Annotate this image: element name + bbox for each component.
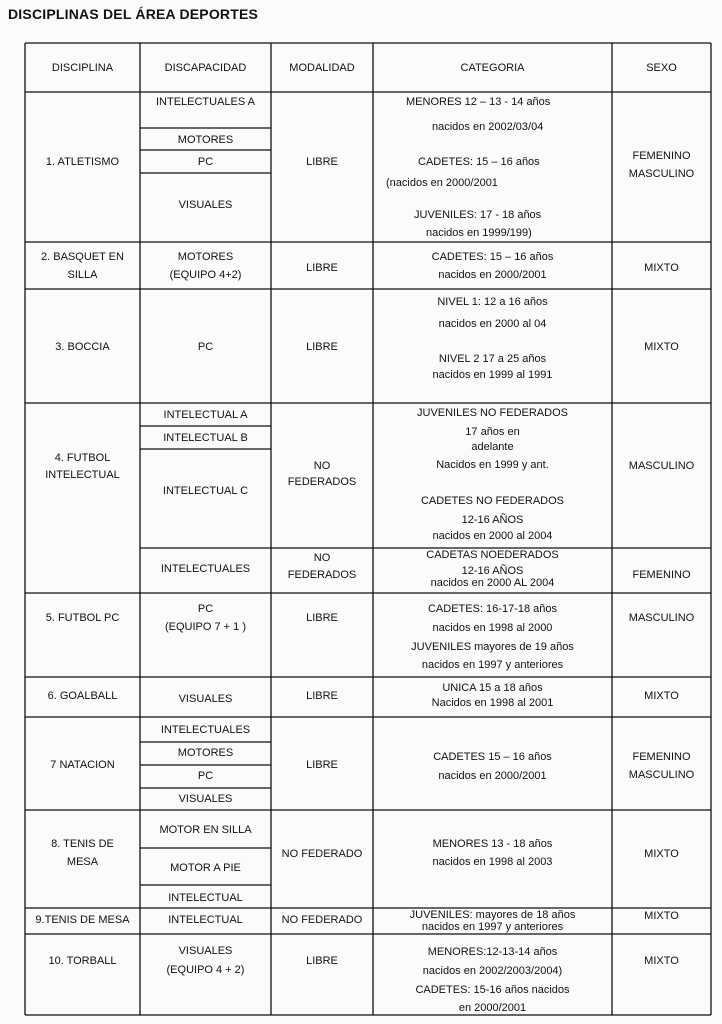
discipline-name: INTELECTUAL	[45, 469, 120, 481]
category-line: Nacidos en 1999 y ant.	[436, 459, 549, 471]
disability-cell: INTELECTUAL	[168, 892, 243, 904]
disability-cell: MOTORES	[177, 747, 234, 759]
discipline-name: 5. FUTBOL PC	[45, 612, 120, 624]
header-disciplina: DISCIPLINA	[51, 62, 114, 74]
disability-cell: PC	[197, 770, 214, 782]
category-line: nacidos en 2000 al 2004	[432, 530, 553, 542]
sex-cell: FEMENINO	[632, 150, 691, 162]
category-line: 12-16 AÑOS	[461, 565, 524, 577]
sex-cell: FEMENINO	[632, 751, 691, 763]
modality-cell: LIBRE	[306, 955, 338, 967]
category-line: nacidos en 2000/2001	[438, 770, 547, 782]
sex-cell: MASCULINO	[628, 460, 695, 472]
disability-cell: INTELECTUAL A	[163, 409, 248, 421]
category-line: nacidos en 1997 y anteriores	[421, 921, 564, 933]
sex-cell: MASCULINO	[628, 168, 695, 180]
modality-cell: FEDERADOS	[287, 569, 357, 581]
disability-cell: MOTOR EN SILLA	[159, 824, 252, 836]
category-line: CADETAS NOEDERADOS	[426, 549, 559, 561]
category-line: JUVENILES: 17 - 18 años	[414, 209, 542, 221]
category-line: NIVEL 2 17 a 25 años	[438, 353, 547, 365]
category-line: nacidos en 1999/199)	[426, 227, 532, 239]
category-line: CADETES: 15 – 16 años	[431, 251, 554, 263]
category-line: MENORES:12-13-14 años	[427, 946, 558, 958]
category-line: (nacidos en 2000/2001	[386, 177, 498, 189]
category-line: nacidos en 1999 al 1991	[432, 369, 553, 381]
category-line: MENORES 13 - 18 años	[432, 838, 553, 850]
header-discapacidad: DISCAPACIDAD	[164, 62, 247, 74]
disability-cell: MOTORES	[177, 134, 234, 146]
modality-cell: NO FEDERADO	[281, 914, 363, 926]
discipline-name: SILLA	[67, 269, 98, 281]
category-line: en 2000/2001	[458, 1002, 527, 1014]
modality-cell: LIBRE	[306, 341, 338, 353]
modality-cell: LIBRE	[306, 156, 338, 168]
disability-cell: (EQUIPO 4 + 2)	[166, 964, 245, 976]
discipline-name: 8. TENIS DE	[51, 838, 114, 850]
disability-cell: INTELECTUALES	[160, 563, 251, 575]
category-line: nacidos en 1998 al 2003	[432, 856, 553, 868]
category-line: Nacidos en 1998 al 2001	[431, 697, 554, 709]
sex-cell: MIXTO	[644, 955, 679, 967]
category-line: NIVEL 1: 12 a 16 años	[437, 296, 548, 308]
disability-cell: PC	[197, 341, 214, 353]
page-title: DISCIPLINAS DEL ÁREA DEPORTES	[8, 6, 259, 22]
disability-cell: VISUALES	[178, 199, 233, 211]
disability-cell: VISUALES	[178, 693, 233, 705]
modality-cell: NO	[313, 460, 331, 472]
category-line: nacidos en 1998 al 2000	[432, 622, 553, 634]
modality-cell: FEDERADOS	[287, 476, 357, 488]
category-line: CADETES 15 – 16 años	[433, 751, 552, 763]
header-categoria: CATEGORIA	[460, 62, 525, 74]
modality-cell: LIBRE	[306, 612, 338, 624]
discipline-name: MESA	[66, 856, 99, 868]
modality-cell: LIBRE	[306, 759, 338, 771]
category-line: JUVENILES: mayores de 18 años	[409, 909, 576, 921]
disability-cell: PC	[197, 603, 214, 615]
disability-cell: VISUALES	[178, 945, 233, 957]
modality-cell: NO	[313, 552, 331, 564]
category-line: 12-16 AÑOS	[461, 514, 524, 526]
discipline-name: 3. BOCCIA	[55, 341, 110, 353]
category-line: CADETES: 15-16 años nacidos	[415, 984, 570, 996]
disability-cell: MOTOR A PIE	[170, 862, 241, 874]
disability-cell: INTELECTUAL	[168, 914, 243, 926]
disability-cell: INTELECTUALES	[160, 724, 251, 736]
sex-cell: FEMENINO	[632, 569, 691, 581]
discipline-name: 2. BASQUET EN	[41, 251, 124, 263]
category-line: nacidos en 2000 al 04	[438, 318, 547, 330]
category-line: nacidos en 2000/2001	[438, 269, 547, 281]
discipline-name: 6. GOALBALL	[47, 690, 118, 702]
disability-cell: INTELECTUAL B	[163, 432, 248, 444]
disability-cell: INTELECTUALES A	[155, 96, 256, 108]
discipline-name: 9.TENIS DE MESA	[35, 914, 130, 926]
discipline-name: 7 NATACION	[50, 759, 115, 771]
category-line: nacidos en 2002/2003/2004)	[422, 965, 563, 977]
modality-cell: LIBRE	[306, 690, 338, 702]
discipline-name: 4. FUTBOL	[54, 452, 111, 464]
category-line: 17 años en	[465, 426, 520, 438]
sex-cell: MASCULINO	[628, 612, 695, 624]
category-line: nacidos en 2000 AL 2004	[430, 577, 555, 589]
sex-cell: MIXTO	[644, 690, 679, 702]
modality-cell: NO FEDERADO	[281, 848, 363, 860]
category-line: nacidos en 2002/03/04	[432, 121, 544, 133]
category-line: JUVENILES mayores de 19 años	[411, 641, 574, 653]
category-line: CADETES: 15 – 16 años	[418, 156, 540, 168]
disability-cell: INTELECTUAL C	[162, 485, 249, 497]
sex-cell: MIXTO	[644, 341, 679, 353]
disability-cell: VISUALES	[178, 793, 233, 805]
category-line: nacidos en 1997 y anteriores	[421, 659, 564, 671]
category-line: JUVENILES NO FEDERADOS	[417, 407, 568, 419]
modality-cell: LIBRE	[306, 262, 338, 274]
disability-cell: MOTORES	[177, 251, 234, 263]
disability-cell: PC	[197, 156, 214, 168]
disability-cell: (EQUIPO 7 + 1 )	[165, 621, 246, 633]
category-line: UNICA 15 a 18 años	[442, 682, 543, 694]
discipline-name: 10. TORBALL	[48, 955, 117, 967]
sex-cell: MIXTO	[644, 910, 679, 922]
category-line: CADETES: 16-17-18 años	[427, 603, 557, 615]
disability-cell: (EQUIPO 4+2)	[169, 269, 242, 281]
sex-cell: MIXTO	[644, 262, 679, 274]
header-modalidad: MODALIDAD	[289, 62, 355, 74]
sex-cell: MASCULINO	[628, 769, 695, 781]
discipline-name: 1. ATLETISMO	[45, 156, 120, 168]
category-line: CADETES NO FEDERADOS	[420, 495, 565, 507]
sex-cell: MIXTO	[644, 848, 679, 860]
category-line: adelante	[471, 441, 514, 453]
header-sexo: SEXO	[646, 62, 677, 74]
category-line: MENORES 12 – 13 - 14 años	[406, 96, 551, 108]
